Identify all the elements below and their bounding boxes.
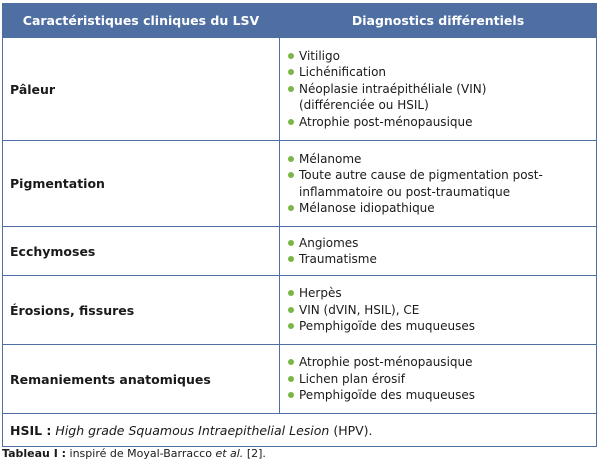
list-item [288, 48, 596, 65]
list-item-text: VIN (dVIN, HSIL), CE [299, 302, 420, 317]
list-item-text: Traumatisme [299, 252, 377, 266]
table-row [3, 345, 597, 414]
table-footnote-row [3, 414, 597, 447]
bullet-icon [288, 53, 294, 59]
bullet-icon [288, 156, 294, 162]
list-item-text: Lichen plan érosif [299, 371, 405, 386]
bullet-icon [288, 172, 294, 178]
list-item [288, 167, 596, 184]
table-row [3, 141, 597, 227]
header-differential-diagnoses: Diagnostics différentiels [280, 4, 597, 38]
table-row [3, 227, 597, 276]
table-caption [2, 447, 266, 460]
list-item [288, 318, 596, 335]
differential-diagnosis-table [2, 3, 597, 447]
caption-reference: [2]. [246, 447, 266, 460]
table-row [3, 276, 597, 345]
list-item-text: inflammatoire ou post-traumatique [299, 184, 511, 199]
row-label: Ecchymoses [3, 227, 280, 276]
bullet-icon [288, 240, 294, 246]
bullet-icon [288, 256, 294, 262]
list-item [288, 151, 596, 168]
differential-diagnosis-table-container [2, 3, 596, 447]
list-item [288, 354, 596, 371]
diagnosis-list [288, 48, 596, 131]
list-item-text: Mélanome [299, 151, 362, 166]
list-item-continuation [288, 97, 596, 114]
bullet-icon [288, 307, 294, 313]
table-header-row [3, 4, 597, 38]
header-clinical-features: Caractéristiques cliniques du LSV [3, 4, 280, 38]
diagnosis-list [288, 354, 596, 404]
list-item-text: Pemphigoïde des muqueuses [299, 319, 476, 334]
diagnosis-list [288, 285, 596, 335]
footnote-definition: High grade Squamous Intraepithelial Lesion [55, 422, 330, 438]
diagnosis-list [288, 151, 596, 217]
bullet-icon [288, 359, 294, 365]
row-label: Érosions, fissures [3, 276, 280, 345]
diagnosis-cell [280, 141, 597, 227]
table-footnote [3, 414, 597, 447]
list-item [288, 114, 596, 131]
diagnosis-cell [280, 276, 597, 345]
list-item-text: Toute autre cause de pigmentation post- [299, 168, 543, 182]
bullet-icon [288, 69, 294, 75]
diagnosis-cell [280, 38, 597, 141]
list-item [288, 285, 596, 302]
diagnosis-cell [280, 227, 597, 276]
row-label: Pigmentation [3, 141, 280, 227]
diagnosis-cell [280, 345, 597, 414]
bullet-icon [288, 119, 294, 125]
caption-text: inspiré de Moyal-Barracco [69, 447, 212, 460]
list-item-text: Pemphigoïde des muqueuses [299, 388, 476, 403]
bullet-icon [288, 86, 294, 92]
list-item-text: (différenciée ou HSIL) [299, 98, 429, 113]
bullet-icon [288, 323, 294, 329]
row-label: Remaniements anatomiques [3, 345, 280, 414]
list-item [288, 235, 596, 252]
list-item-text: Néoplasie intraépithéliale (VIN) [299, 81, 487, 96]
list-item [288, 81, 596, 98]
bullet-icon [288, 376, 294, 382]
list-item-text: Atrophie post-ménopausique [299, 114, 473, 129]
diagnosis-list [288, 235, 596, 268]
list-item [288, 251, 596, 268]
list-item-continuation [288, 184, 596, 201]
list-item-text: Herpès [299, 286, 342, 301]
bullet-icon [288, 392, 294, 398]
bullet-icon [288, 290, 294, 296]
list-item-text: Vitiligo [299, 48, 340, 63]
footnote-rest: (HPV). [333, 422, 373, 438]
footnote-abbreviation: HSIL : [10, 422, 52, 438]
list-item-text: Angiomes [299, 235, 359, 250]
caption-label: Tableau I : [2, 447, 67, 460]
row-label: Pâleur [3, 38, 280, 141]
list-item [288, 200, 596, 217]
list-item-text: Lichénification [299, 65, 387, 80]
list-item [288, 371, 596, 388]
list-item [288, 387, 596, 404]
list-item-text: Mélanose idiopathique [299, 201, 435, 215]
list-item-text: Atrophie post-ménopausique [299, 355, 473, 370]
bullet-icon [288, 205, 294, 211]
table-row [3, 38, 597, 141]
list-item [288, 64, 596, 81]
caption-et-al: et al. [215, 447, 244, 460]
list-item [288, 302, 596, 319]
